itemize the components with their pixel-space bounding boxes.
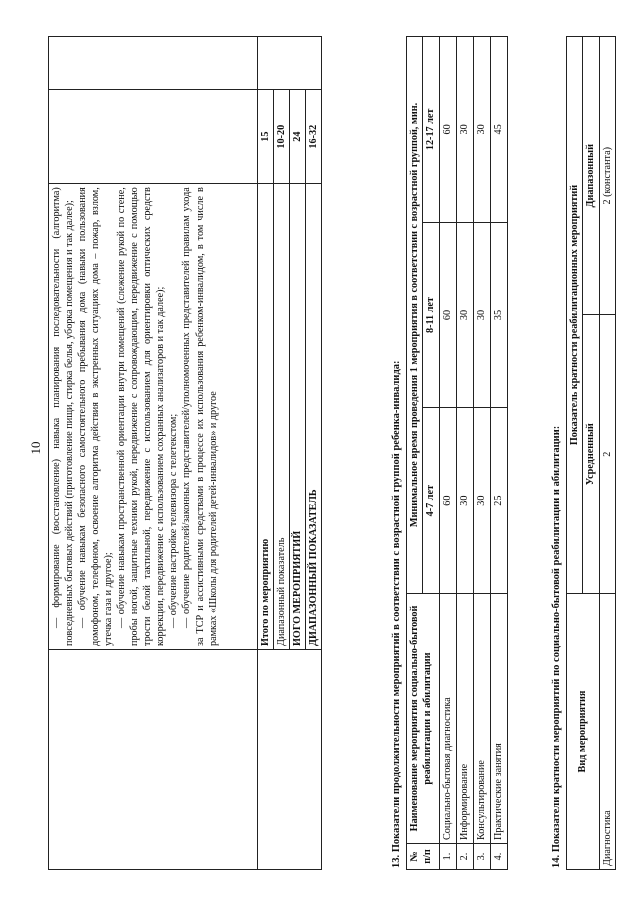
empty-cell-right bbox=[49, 37, 258, 90]
row-value: 60 bbox=[439, 222, 456, 408]
empty-cell-left bbox=[49, 650, 258, 870]
empty-cell-value bbox=[49, 90, 258, 184]
table-row bbox=[490, 37, 507, 870]
col-avg-header: Усредненный bbox=[583, 315, 599, 594]
row-value: 35 bbox=[490, 222, 507, 408]
row-avg: 2 bbox=[599, 315, 615, 594]
col-group-header: Показатель кратности реабилитационных мероприятий bbox=[567, 37, 583, 594]
row-value: 30 bbox=[473, 408, 490, 594]
grand-total-value: 24 bbox=[290, 90, 306, 184]
row-name: Информирование bbox=[456, 594, 473, 844]
frequency-table bbox=[566, 36, 615, 870]
row-kind: Диагностика bbox=[599, 594, 615, 870]
col-num-header: № п/п bbox=[407, 844, 439, 870]
row-value: 30 bbox=[473, 222, 490, 408]
row-num: 4. bbox=[490, 844, 507, 870]
row-value: 30 bbox=[473, 37, 490, 223]
section-13 bbox=[386, 36, 508, 870]
table-row bbox=[439, 37, 456, 870]
row-num: 2. bbox=[456, 844, 473, 870]
page-number: 10 bbox=[28, 441, 43, 455]
activities-description bbox=[49, 184, 258, 650]
col-kind-header: Вид мероприятия bbox=[567, 594, 599, 870]
grand-range-label: ДИАПАЗОННЫЙ ПОКАЗАТЕЛЬ bbox=[306, 184, 322, 650]
col-range-header: Диапазонный bbox=[583, 37, 599, 316]
row-value: 25 bbox=[490, 408, 507, 594]
table-row bbox=[456, 37, 473, 870]
row-num: 1. bbox=[439, 844, 456, 870]
row-value: 30 bbox=[456, 37, 473, 223]
col-name-header: Наименование мероприятия социально-бытовой реабилитации и абилитации bbox=[407, 594, 439, 844]
age-group-header: 4-7 лет bbox=[423, 408, 439, 594]
duration-table bbox=[406, 36, 507, 870]
rotated-page-content bbox=[48, 36, 632, 870]
total-value: 15 bbox=[258, 90, 274, 184]
section-14-title: 14. Показатели кратности мероприятий по социально-бытовой реабилитации и абилитации: bbox=[551, 425, 562, 868]
row-value: 30 bbox=[456, 222, 473, 408]
table-row bbox=[473, 37, 490, 870]
section-14 bbox=[546, 36, 616, 870]
activities-table bbox=[48, 36, 322, 870]
age-group-header: 8-11 лет bbox=[423, 222, 439, 408]
row-value: 60 bbox=[439, 408, 456, 594]
range-label: Диапазонный показатель bbox=[274, 184, 290, 650]
row-range: 2 (константа) bbox=[599, 37, 615, 316]
list-item: — обучение навыкам безопасного самостоятельного пребывания дома (навыки пользования домофоном, телефоном, освоение алгоритма действия в экстренных ситуациях дома – пожар, взлом, утечка газа и другое); bbox=[77, 187, 115, 646]
list-item: — обучение настройке телевизора с телетекстом; bbox=[168, 413, 180, 628]
table-row bbox=[599, 37, 615, 870]
row-value: 45 bbox=[490, 37, 507, 223]
empty-cell-left-bottom bbox=[258, 650, 322, 870]
list-item: — формирование (восстановление) навыка планирования последовательности (алгоритма) повседневных бытовых действий (приготовление пищи, стирка белья, уборка помещения и так далее); bbox=[51, 187, 76, 646]
section-13-title: 13. Показатели продолжительности мероприятий в соответствии с возрастной группой ребенка-инвалида: bbox=[391, 360, 402, 868]
list-item: — обучение родителей/законных представителей/уполномоченных представителей правилам ухода за ТСР и ассистивными средствами в процессе их использования ребенком-инвалидом, в том числе в рамках «Школы для родителей детей-инвалидов» и другое bbox=[181, 187, 219, 646]
grand-total-label: ИОГО МЕРОПРИЯТИЙ bbox=[290, 184, 306, 650]
row-value: 60 bbox=[439, 37, 456, 223]
row-name: Консультирование bbox=[473, 594, 490, 844]
row-name: Практические занятия bbox=[490, 594, 507, 844]
list-item: — обучение навыкам пространственной ориентации внутри помещений (слежение рукой по стене, пробы ногой, защитные техники рукой, передвижение с сопровождающим, передвижение с помощью трости белой тактильной, передвижение с использованием для ориентировки оптических средств коррекции, передвижение с использованием сохранных анализаторов и так далее); bbox=[116, 187, 167, 646]
empty-cell-right-bottom bbox=[258, 37, 322, 90]
total-label: Итого по мероприятию bbox=[258, 184, 274, 650]
row-name: Социально-бытовая диагностика bbox=[439, 594, 456, 844]
row-value: 30 bbox=[456, 408, 473, 594]
grand-range-value: 16-32 bbox=[306, 90, 322, 184]
range-value: 10-20 bbox=[274, 90, 290, 184]
row-num: 3. bbox=[473, 844, 490, 870]
col-time-header: Минимальное время проведения 1 мероприятия в соответствии с возрастной группой, мин. bbox=[407, 37, 423, 594]
age-group-header: 12-17 лет bbox=[423, 37, 439, 223]
